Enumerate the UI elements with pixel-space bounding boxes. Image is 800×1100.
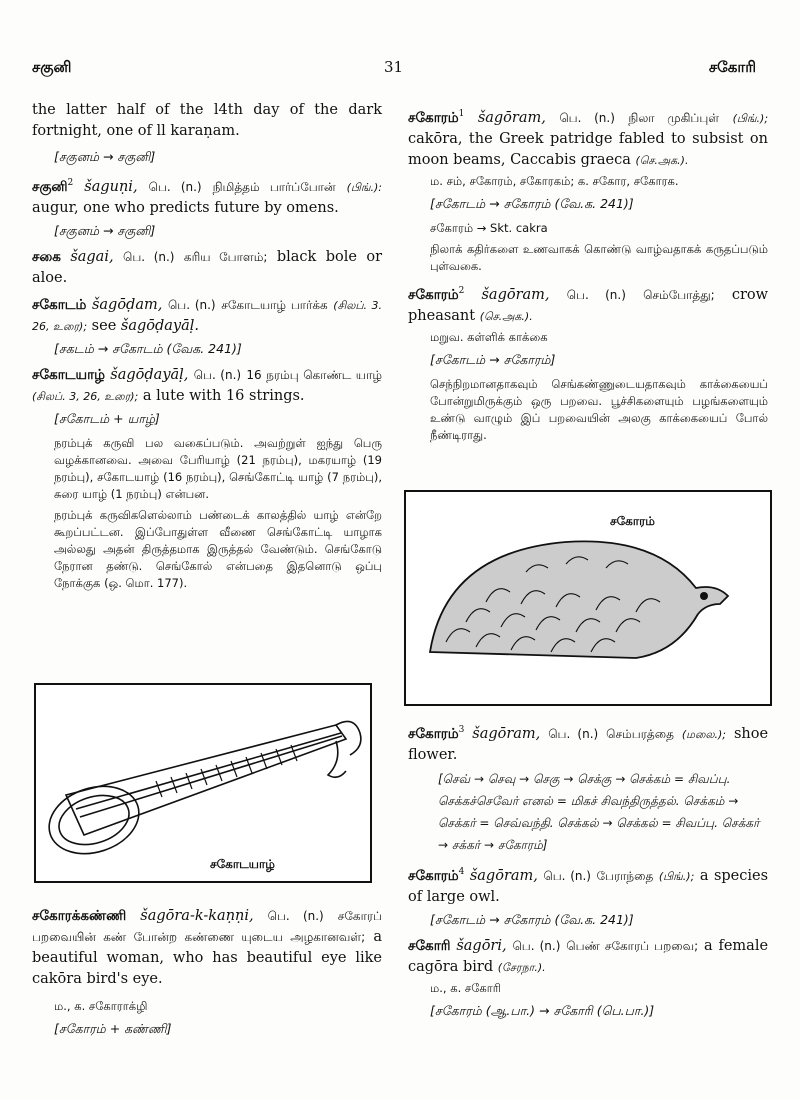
left-column — [32, 100, 382, 596]
etymology: [சகோடம் → சகோரம் (வே.க. 241)] — [430, 195, 634, 211]
etymology: [செவ் → செவு → செகு → செக்கு → செக்கம் = சிவப்பு. செக்கச்செவேர் எனல் = மிகச் சிவந்திருத்தல். செக்கம் → செக்கர் = செவ்வந்தி. செக்கல் → செக்கல் = சிவப்பு. செக்கர் → சக்கர் → சகோரம்] — [438, 771, 760, 852]
usage-note: நரம்புக் கருவி பல வகைப்படும். அவற்றுள் ஐந்து பெரு வழக்கானவை. அவை பேரியாழ் (21 நரம்பு), மகரயாழ் (19 நரம்பு), சகோடயாழ் (16 நரம்பு), செங்கோட்டி யாழ் (7 நரம்பு), சுரை யாழ் (1 நரம்பு) என்பன. — [54, 435, 382, 501]
right-column-bottom — [408, 714, 768, 1027]
lute-figure — [34, 683, 372, 883]
synonym: மறுவ. கள்ளிக் காக்கை — [430, 329, 548, 344]
etymology: [சகோரம் (ஆ.பா.) → சகோரி (பெ.பா.)] — [430, 1002, 655, 1018]
etymology: [சகோடம் → சகோரம் (வே.க. 241)] — [430, 911, 634, 927]
entry-continuation: the latter half of the l4th day of the dark fortnight, one of ll karaṇam. — [32, 102, 382, 139]
usage-note: செந்நிறமானதாகவும் செங்கண்ணுடையதாகவும் காக்கையைப் போன்றுமிருக்கும் ஒரு பறவை. பூச்சிகளையும் பழங்களையும் உண்டு வாழும் இப் பறவையின் அலகு காக்கையைப் போல் நீண்டிராது. — [430, 376, 768, 442]
headword: சகை — [32, 248, 61, 265]
figure-caption: சகோரம் — [610, 514, 655, 528]
entry-sagoram-2: சகோரம்$^2$ šagōram, பெ. (n.) செம்போத்து; crow pheasant (செ.அக.). — [408, 285, 769, 324]
etymology: [சகோரம் + கண்ணி] — [54, 1021, 172, 1036]
bird-illustration — [406, 492, 770, 704]
bird-figure — [404, 490, 772, 706]
running-head-right: சகோரி — [708, 58, 756, 76]
headword: சகோரக்கண்ணி — [32, 908, 127, 924]
sanskrit-note: சகோரம் → Skt. cakra — [430, 220, 548, 235]
etymology: [சகுனம் → சகுனி] — [54, 149, 156, 164]
figure-caption: சகோடயாழ் — [210, 857, 275, 871]
etymology: [சகோடம் → சகோரம்] — [430, 351, 556, 367]
headword: சகோரம் — [408, 725, 459, 742]
running-head-left: சகுனி — [32, 58, 72, 76]
left-column-bottom — [32, 900, 382, 1045]
cognates: ம., க. சகோராக்ழி — [54, 999, 148, 1013]
headword: சகோடயாழ் — [32, 366, 105, 383]
entry-sagora-k-kanni: சகோரக்கண்ணி šagōra-k-kaṇṇi, பெ. (n.) சகோரப் பறவையின் கண் போன்ற கண்ணை யுடைய அழகானவள்; a beautiful woman, who has beautiful eye like cakōra bird's eye. — [32, 908, 383, 987]
etymology: [சகுனம் → சகுனி] — [54, 222, 156, 238]
headword: சகோரி — [408, 937, 451, 954]
headword: சகோரம் — [408, 286, 459, 303]
entry-sagoram-4: சகோரம்$^4$ šagōram, பெ. (n.) பேராந்தை (பிங்.); a species of large owl. — [408, 866, 769, 905]
etymology: [சகோடம் + யாழ்] — [54, 410, 160, 426]
entry-sagodayal: சகோடயாழ் šagōḍayāḷ, பெ. (n.) 16 நரம்பு கொண்ட யாழ் (சிலப். 3, 26, உரை); a lute with 16 strings. — [32, 366, 383, 404]
headword: சகோரம் — [408, 109, 459, 126]
cognates: ம. சம், சகோரம், சகோரகம்; க. சகோர, சகோரக. — [430, 173, 679, 188]
headword: சகோடம் — [32, 296, 87, 313]
etymology: [சகடம் → சகோடம் (வேக. 241)] — [54, 340, 242, 356]
entry-sagoram-1: சகோரம்$^1$ šagōram, பெ. (n.) நிலா முகிப்புள் (பிங்.); cakōra, the Greek patridge fabled to subsist on moon beams, Caccabis graeca (செ.அக.). — [408, 109, 769, 168]
entry-sagoram-3: சகோரம்$^3$ šagōram, பெ. (n.) செம்பரத்தை (மலை.); shoe flower. — [408, 725, 769, 763]
entry-sagori: சகோரி šagōri, பெ. (n.) பெண் சகோரப் பறவை; a female cagōra bird (சேரநா.). — [408, 937, 769, 975]
headword: சகோரம் — [408, 867, 459, 884]
usage-note: நரம்புக் கருவிகளெல்லாம் பண்டைக் காலத்தில் யாழ் என்றே கூறப்பட்டன. இப்போதுள்ள வீணை செங்கோட்டி யாழாக அல்லது அதன் திருத்தமாக இருத்தல் வேண்டும். செங்கோடு நேரான தண்டு. செங்கோல் என்பதை இதனொடு ஒப்பு நோக்குக (ஒ. மொ. 177). — [54, 507, 382, 590]
entry-sagai: சகை šagai, பெ. (n.) கரிய போளம்; black bole or aloe. — [32, 248, 383, 286]
headword: சகுனி — [32, 178, 68, 195]
entry-saguni-2: சகுனி$^2$ šaguṇi, பெ. (n.) நிமித்தம் பார்ப்போன் (பிங்.): augur, one who predicts future by omens. — [32, 178, 383, 216]
entry-sagodam: சகோடம் šagōḍam, பெ. (n.) சகோடயாழ் பார்க்க (சிலப். 3. 26, உரை); see šagōḍayāḷ. — [32, 296, 382, 334]
lute-illustration — [36, 685, 370, 881]
page-number: 31 — [384, 58, 404, 76]
usage-note: நிலாக் கதிர்களை உணவாகக் கொண்டு வாழ்வதாகக் கருதப்படும் புள்வகை. — [430, 241, 768, 273]
right-column — [408, 104, 768, 448]
cognates: ம., க. சகோரி — [430, 980, 502, 995]
